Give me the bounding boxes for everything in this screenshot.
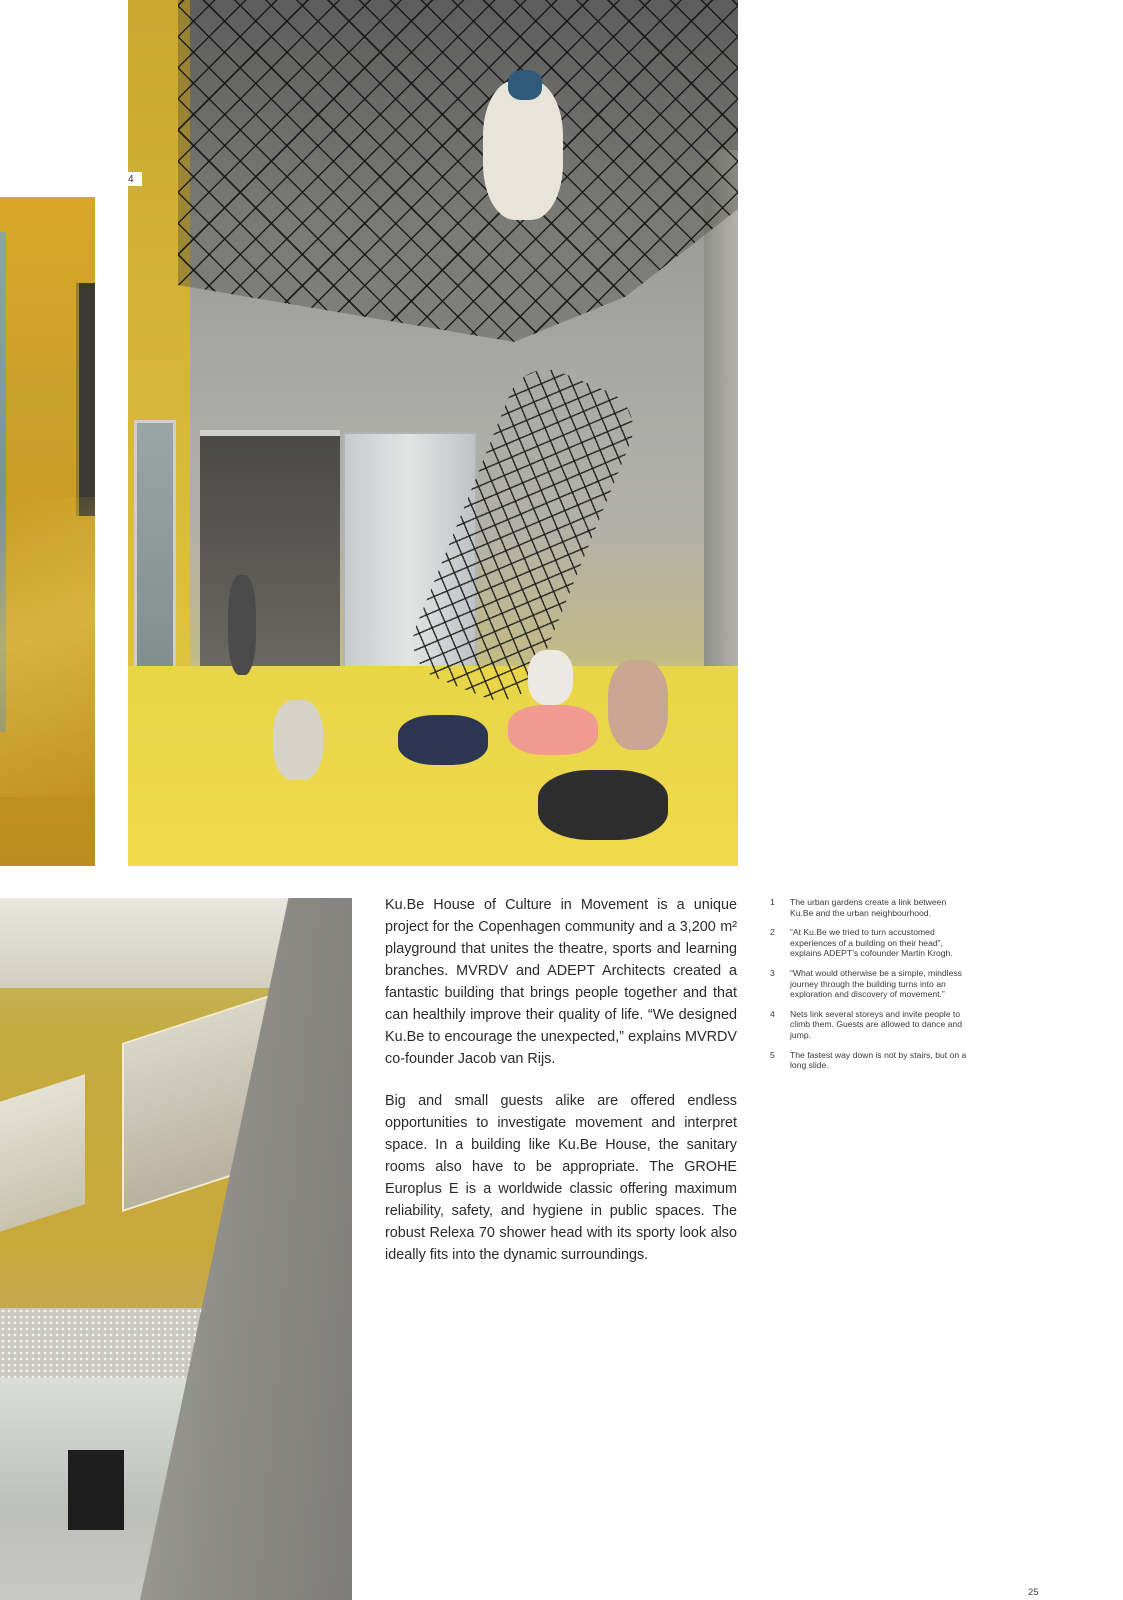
caption-number: 5 [770,1049,775,1060]
caption-item [770,968,970,1000]
photo-detail-doorway [200,430,340,686]
caption-item [770,927,970,959]
body-paragraph: Big and small guests alike are offered endless opportunities to investigate movement and interpret space. In a building like Ku.Be House, the sanitary rooms also have to be appropriate. The GROHE Europlus E is a worldwide classic offering maximum reliability, safety, and hygiene in public spaces. The robust Relexa 70 shower head with its sporty look also ideally fits into the dynamic surroundings. [385,1093,737,1263]
photo-detail-window [0,1074,85,1232]
photo-detail-child [273,700,323,780]
caption-item [770,1050,970,1071]
photo-detail-chalkboard [68,1450,124,1530]
photo-atrium-concrete [0,898,352,1600]
caption-text: The fastest way down is not by stairs, but on a long slide. [790,1049,967,1071]
photo-climbing-net [128,0,738,866]
caption-number: 3 [770,967,775,978]
caption-item [770,897,970,918]
photo-detail-child [508,70,542,100]
photo-detail-child [228,575,256,675]
caption-number: 1 [770,897,775,907]
caption-text: Nets link several storeys and invite people to climb them. Guests are allowed to dance and jump. [790,1008,962,1040]
caption-number: 4 [770,1008,775,1019]
photo-detail-child [538,770,668,840]
photo-detail-child [508,705,598,755]
photo-detail-child [528,650,573,705]
page-number: 25 [1028,1587,1039,1598]
photo-detail-child [483,80,563,220]
photo-detail-light [0,497,95,797]
caption-item [770,1009,970,1041]
caption-text: “What would otherwise be a simple, mindless journey through the building turns into an exploration and discovery of movement.” [790,967,962,1000]
photo-detail-door-frame [76,283,95,516]
photo-detail-child [608,660,668,750]
photo-yellow-corridor [0,197,95,866]
photo-detail-net [178,0,738,380]
captions-list [770,897,970,1080]
photo-detail-child [398,715,488,765]
caption-text: The urban gardens create a link between Ku.Be and the urban neighbourhood. [790,897,947,918]
caption-text: “At Ku.Be we tried to turn accustomed experiences of a building on their head”, explains ADEPT’s cofounder Martin Krogh. [790,927,953,959]
body-paragraph: Ku.Be House of Culture in Movement is a unique project for the Copenhagen community and a 3,200 m² playground that unites the theatre, sports and learning branches. MVRDV and ADEPT Architects created a fantastic building that brings people together and that can healthily improve their quality of life. “We designed Ku.Be to encourage the unexpected,” explains MVRDV co-founder Jacob van Rijs. [385,897,737,1067]
body-text [385,894,737,1286]
figure-number: 4 [126,172,142,186]
caption-number: 2 [770,927,775,938]
